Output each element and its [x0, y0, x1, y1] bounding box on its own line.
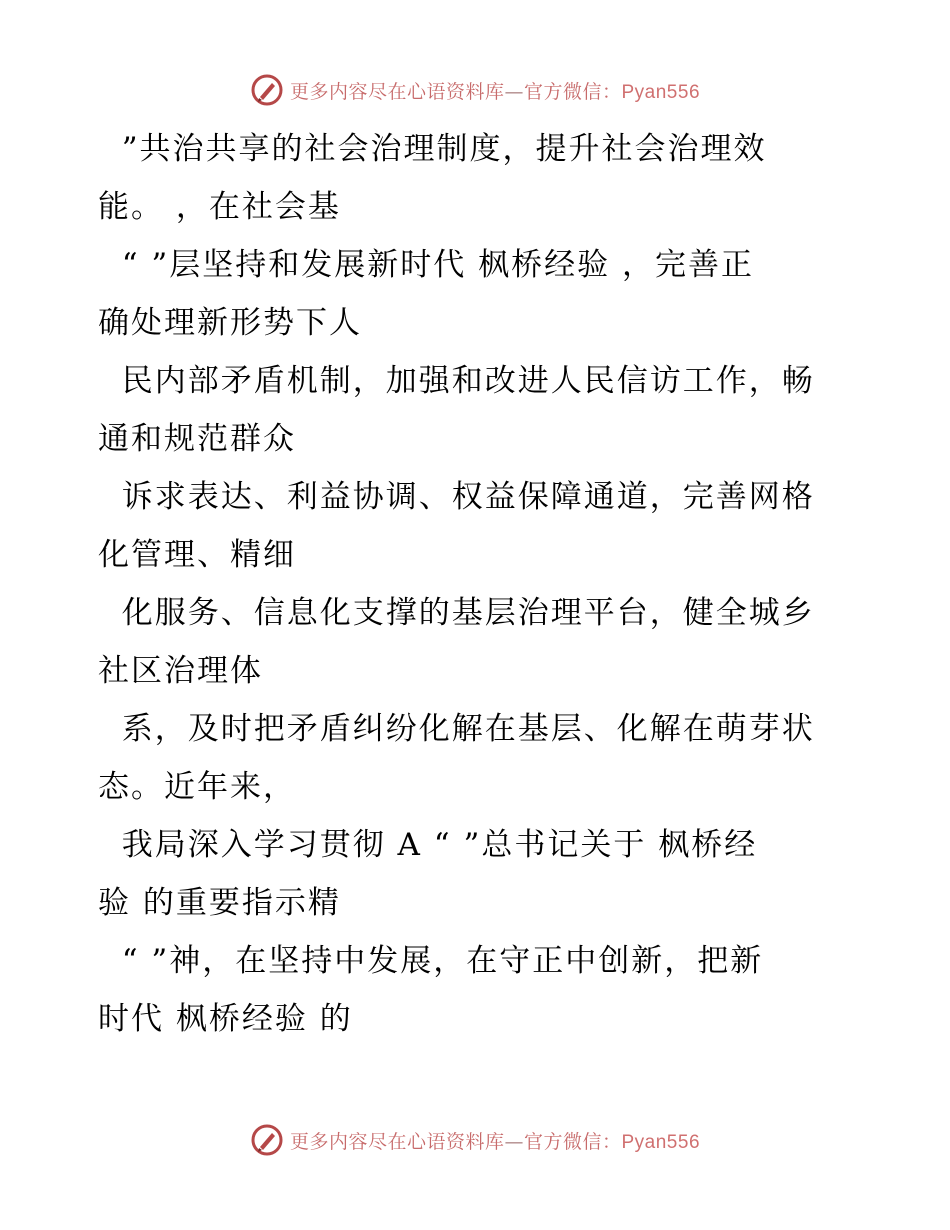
text-line: 态。近年来， [98, 769, 296, 805]
watermark-separator: — [504, 80, 524, 103]
text-line: 验 的重要指示精 [98, 885, 341, 921]
text-line: 民内部矛盾机制，加强和改进人民信访工作，畅 [98, 363, 815, 399]
pen-nib-circle-icon [250, 73, 284, 107]
text-line: 化管理、精细 [98, 537, 296, 573]
text-line: 能。 ，在社会基 [98, 189, 341, 225]
text-line: 我局深入学习贯彻 A “ ”总书记关于 枫桥经 [98, 827, 758, 863]
text-line: “ ”层坚持和发展新时代 枫桥经验 ，完善正 [98, 247, 754, 283]
document-body [98, 120, 858, 1048]
text-line: 通和规范群众 [98, 421, 296, 457]
watermark-separator: — [504, 1130, 524, 1153]
watermark-brand: 更多内容尽在心语资料库 [289, 80, 505, 103]
text-line: 时代 枫桥经验 的 [98, 1001, 353, 1037]
header-watermark [0, 70, 950, 110]
watermark-brand: 更多内容尽在心语资料库 [289, 1130, 505, 1153]
watermark-wechat-id: Pyan556 [621, 81, 701, 103]
text-line: 化服务、信息化支撑的基层治理平台，健全城乡 [98, 595, 815, 631]
watermark-wechat-label: 官方微信： [523, 80, 622, 103]
watermark-text [290, 1127, 700, 1154]
text-line: “ ”神，在坚持中发展，在守正中创新，把新 [98, 943, 764, 979]
text-line: 社区治理体 [98, 653, 263, 689]
text-line: 诉求表达、利益协调、权益保障通道，完善网格 [98, 479, 815, 515]
footer-watermark [0, 1120, 950, 1160]
watermark-wechat-id: Pyan556 [621, 1131, 701, 1153]
text-line: ”共治共享的社会治理制度，提升社会治理效 [98, 131, 767, 167]
watermark-wechat-label: 官方微信： [523, 1130, 622, 1153]
pen-nib-circle-icon [250, 1123, 284, 1157]
text-line: 确处理新形势下人 [98, 305, 362, 341]
text-line: 系，及时把矛盾纠纷化解在基层、化解在萌芽状 [98, 711, 815, 747]
watermark-text [290, 77, 700, 104]
